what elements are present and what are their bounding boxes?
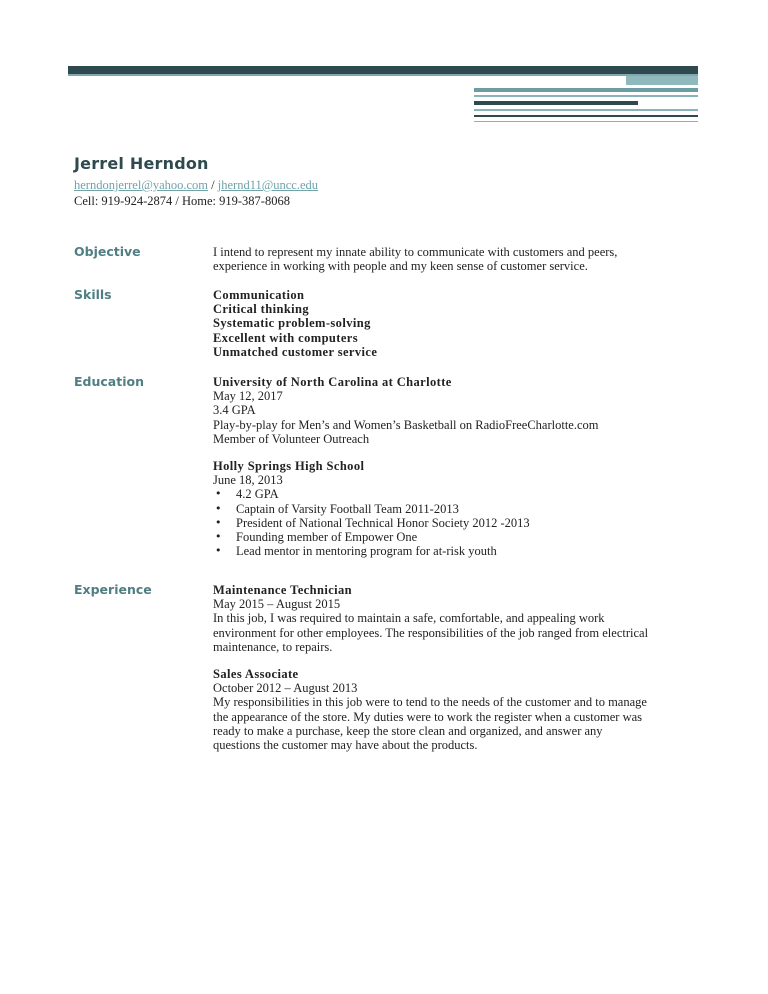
header-stripe bbox=[474, 101, 638, 105]
school-bullets bbox=[213, 487, 703, 558]
job-description-line: ready to make a purchase, keep the store clean and organized, and answer any bbox=[213, 723, 603, 738]
objective-line: I intend to represent my innate ability to communicate with customers and peers, bbox=[213, 245, 618, 259]
header-stripe bbox=[474, 88, 698, 92]
school-name: University of North Carolina at Charlotte bbox=[213, 375, 452, 389]
job-title: Maintenance Technician bbox=[213, 583, 353, 597]
objective-heading: Objective bbox=[74, 244, 141, 259]
school-date: June 18, 2013 bbox=[213, 473, 283, 488]
job-description-line: environment for other employees. The responsibilities of the job ranged from electrical bbox=[213, 625, 649, 640]
experience-body bbox=[213, 583, 703, 752]
header-bar-block bbox=[626, 76, 698, 85]
skill-item: Excellent with computers bbox=[213, 330, 358, 345]
school-detail: Play-by-play for Men’s and Women’s Basketball on RadioFreeCharlotte.com bbox=[213, 417, 599, 432]
email-separator: / bbox=[208, 178, 218, 192]
contact-block bbox=[74, 177, 318, 209]
objective-line: experience in working with people and my keen sense of customer service. bbox=[213, 259, 588, 274]
job-dates: May 2015 – August 2015 bbox=[213, 597, 341, 612]
header-stripe bbox=[474, 115, 698, 117]
bullet-item: • Lead mentor in mentoring program for at-risk youth bbox=[213, 544, 703, 558]
skill-item: Critical thinking bbox=[213, 302, 310, 317]
header-bar-main bbox=[68, 66, 698, 74]
bullet-item: • President of National Technical Honor Society 2012 -2013 bbox=[213, 516, 703, 530]
school-name: Holly Springs High School bbox=[213, 459, 365, 474]
job-description-line: the appearance of the store. My duties were to work the register when a customer was bbox=[213, 709, 643, 724]
bullet-item: • Captain of Varsity Football Team 2011-2013 bbox=[213, 502, 703, 516]
school-detail: 3.4 GPA bbox=[213, 403, 256, 418]
skill-item: Unmatched customer service bbox=[213, 344, 378, 359]
objective-body bbox=[213, 245, 703, 273]
header-stripe bbox=[474, 95, 698, 97]
job-title: Sales Associate bbox=[213, 667, 299, 682]
bullet-item: • Founding member of Empower One bbox=[213, 530, 703, 544]
job-description-line: My responsibilities in this job were to tend to the needs of the customer and to manage bbox=[213, 695, 647, 710]
job-description-line: questions the customer may have about the products. bbox=[213, 738, 478, 753]
job-dates: October 2012 – August 2013 bbox=[213, 681, 358, 696]
email-line bbox=[74, 177, 318, 193]
skill-item: Communication bbox=[213, 288, 305, 302]
school-detail: Member of Volunteer Outreach bbox=[213, 431, 370, 446]
bullet-item: • 4.2 GPA bbox=[213, 487, 703, 501]
email-link-secondary[interactable]: jhernd11@uncc.edu bbox=[217, 178, 319, 192]
header-stripe bbox=[474, 109, 698, 111]
education-heading: Education bbox=[74, 374, 144, 389]
header-stripe bbox=[474, 121, 698, 122]
school-detail: May 12, 2017 bbox=[213, 389, 283, 404]
job-description-line: In this job, I was required to maintain a safe, comfortable, and appealing work bbox=[213, 611, 605, 626]
header-bar-main-underline bbox=[68, 74, 698, 76]
phone-line: Cell: 919-924-2874 / Home: 919-387-8068 bbox=[74, 194, 290, 208]
education-body bbox=[213, 375, 703, 558]
email-link-primary[interactable]: herndonjerrel@yahoo.com bbox=[74, 178, 209, 192]
experience-heading: Experience bbox=[74, 582, 152, 597]
skill-item: Systematic problem-solving bbox=[213, 316, 371, 331]
skills-list bbox=[213, 288, 703, 359]
skills-heading: Skills bbox=[74, 287, 112, 302]
job-description-line: maintenance, to repairs. bbox=[213, 639, 333, 654]
resume-name: Jerrel Herndon bbox=[74, 154, 209, 173]
